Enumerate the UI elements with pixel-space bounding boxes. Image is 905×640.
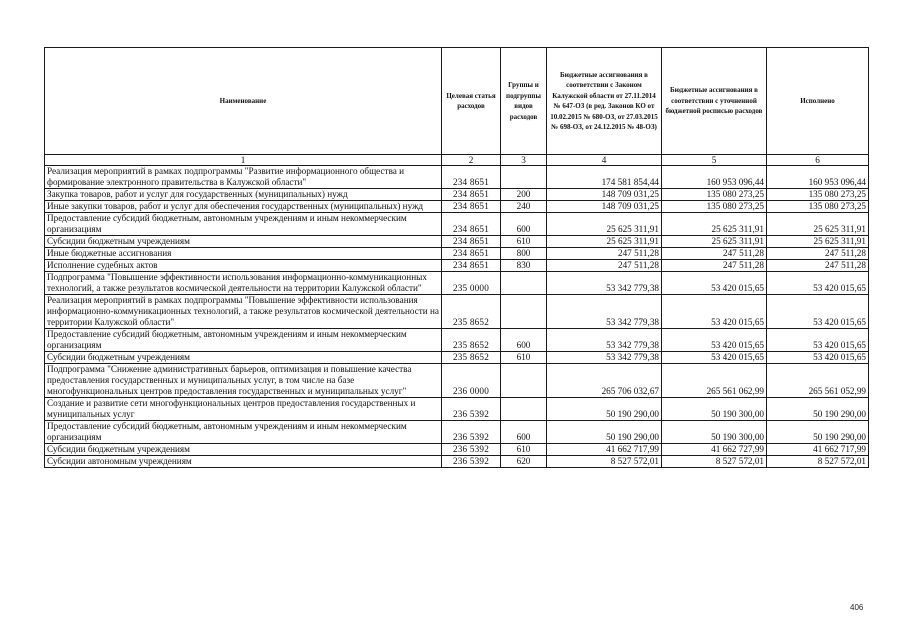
row-plan-amount: 247 511,28 bbox=[662, 248, 767, 260]
table-row bbox=[45, 398, 869, 421]
row-target-article: 234 8651 bbox=[442, 201, 501, 213]
column-number: 2 bbox=[442, 155, 501, 166]
row-plan-amount: 135 080 273,25 bbox=[662, 189, 767, 201]
row-plan-amount: 53 420 015,65 bbox=[662, 295, 767, 329]
table-row bbox=[45, 166, 869, 189]
row-law-amount: 53 342 779,38 bbox=[547, 295, 662, 329]
row-target-article: 236 5392 bbox=[442, 456, 501, 468]
header-law-allocations: Бюджетные ассигнования в соответствии с Законом Калужской области от 27.11.2014 № 647-ОЗ (в ред. Законов КО от 10.02.2015 № 680-ОЗ, от 27.03.2015 № 698-ОЗ, от 24.12.2015 № 48-ОЗ) bbox=[547, 48, 662, 155]
row-target-article: 234 8651 bbox=[442, 189, 501, 201]
row-expense-group: 240 bbox=[501, 201, 547, 213]
row-target-article: 235 8652 bbox=[442, 295, 501, 329]
row-plan-amount: 160 953 096,44 bbox=[662, 166, 767, 189]
row-plan-amount: 50 190 300,00 bbox=[662, 421, 767, 444]
row-executed-amount: 247 511,28 bbox=[767, 260, 869, 272]
row-expense-group: 620 bbox=[501, 456, 547, 468]
header-executed: Исполнено bbox=[767, 48, 869, 155]
row-name: Подпрограмма "Снижение административных барьеров, оптимизация и повышение качества предоставления государственных и муниципальных услуг, в том числе на базе многофункциональных центров предоставления государственных и муниципальных услуг" bbox=[45, 364, 442, 398]
column-number: 5 bbox=[662, 155, 767, 166]
row-name: Исполнение судебных актов bbox=[45, 260, 442, 272]
row-executed-amount: 135 080 273,25 bbox=[767, 201, 869, 213]
row-plan-amount: 135 080 273,25 bbox=[662, 201, 767, 213]
header-expense-groups: Группы и подгруппы видов расходов bbox=[501, 48, 547, 155]
row-expense-group: 610 bbox=[501, 352, 547, 364]
row-name: Создание и развитие сети многофункциональных центров предоставления государственных и муниципальных услуг bbox=[45, 398, 442, 421]
row-expense-group: 600 bbox=[501, 421, 547, 444]
row-name: Предоставление субсидий бюджетным, автономным учреждениям и иным некоммерческим организациям bbox=[45, 421, 442, 444]
row-law-amount: 53 342 779,38 bbox=[547, 352, 662, 364]
row-plan-amount: 25 625 311,91 bbox=[662, 236, 767, 248]
row-executed-amount: 50 190 290,00 bbox=[767, 398, 869, 421]
row-law-amount: 41 662 717,99 bbox=[547, 444, 662, 456]
table-row bbox=[45, 236, 869, 248]
row-target-article: 234 8651 bbox=[442, 260, 501, 272]
row-name: Реализация мероприятий в рамках подпрограммы "Развитие информационного общества и формирование электронного правительства в Калужской области" bbox=[45, 166, 442, 189]
row-expense-group: 200 bbox=[501, 189, 547, 201]
table-row bbox=[45, 364, 869, 398]
row-name: Предоставление субсидий бюджетным, автономным учреждениям и иным некоммерческим организациям bbox=[45, 213, 442, 236]
column-number: 3 bbox=[501, 155, 547, 166]
table-row bbox=[45, 329, 869, 352]
row-plan-amount: 53 420 015,65 bbox=[662, 352, 767, 364]
row-expense-group: 600 bbox=[501, 213, 547, 236]
row-law-amount: 50 190 290,00 bbox=[547, 398, 662, 421]
column-number: 4 bbox=[547, 155, 662, 166]
table-row bbox=[45, 456, 869, 468]
row-executed-amount: 265 561 052,99 bbox=[767, 364, 869, 398]
header-plan-allocations: Бюджетные ассигнования в соответствии с уточненной бюджетной росписью расходов bbox=[662, 48, 767, 155]
page-number: 406 bbox=[850, 603, 864, 612]
row-target-article: 234 8651 bbox=[442, 248, 501, 260]
row-name: Субсидии автономным учреждениям bbox=[45, 456, 442, 468]
row-expense-group bbox=[501, 364, 547, 398]
row-law-amount: 148 709 031,25 bbox=[547, 189, 662, 201]
budget-table bbox=[44, 47, 869, 468]
row-name: Субсидии бюджетным учреждениям bbox=[45, 236, 442, 248]
row-law-amount: 25 625 311,91 bbox=[547, 213, 662, 236]
table-row bbox=[45, 444, 869, 456]
row-name: Субсидии бюджетным учреждениям bbox=[45, 444, 442, 456]
row-expense-group: 610 bbox=[501, 444, 547, 456]
table-row bbox=[45, 201, 869, 213]
row-law-amount: 148 709 031,25 bbox=[547, 201, 662, 213]
row-target-article: 236 0000 bbox=[442, 364, 501, 398]
row-name: Иные бюджетные ассигнования bbox=[45, 248, 442, 260]
row-expense-group bbox=[501, 398, 547, 421]
row-plan-amount: 53 420 015,65 bbox=[662, 329, 767, 352]
row-law-amount: 247 511,28 bbox=[547, 248, 662, 260]
table-row bbox=[45, 260, 869, 272]
table-row bbox=[45, 295, 869, 329]
row-expense-group bbox=[501, 295, 547, 329]
row-plan-amount: 50 190 300,00 bbox=[662, 398, 767, 421]
row-plan-amount: 8 527 572,01 bbox=[662, 456, 767, 468]
row-law-amount: 53 342 779,38 bbox=[547, 272, 662, 295]
row-plan-amount: 53 420 015,65 bbox=[662, 272, 767, 295]
row-plan-amount: 25 625 311,91 bbox=[662, 213, 767, 236]
row-target-article: 235 8652 bbox=[442, 329, 501, 352]
row-name: Реализация мероприятий в рамках подпрограммы "Повышение эффективности использования информационно-коммуникационных технологий, а также результатов космической деятельности на территории Калужской области" bbox=[45, 295, 442, 329]
row-executed-amount: 25 625 311,91 bbox=[767, 213, 869, 236]
row-executed-amount: 25 625 311,91 bbox=[767, 236, 869, 248]
row-name: Иные закупки товаров, работ и услуг для обеспечения государственных (муниципальных) нужд bbox=[45, 201, 442, 213]
header-target-article: Целевая статья расходов bbox=[442, 48, 501, 155]
row-plan-amount: 41 662 727,99 bbox=[662, 444, 767, 456]
row-plan-amount: 265 561 062,99 bbox=[662, 364, 767, 398]
row-executed-amount: 53 420 015,65 bbox=[767, 295, 869, 329]
row-target-article: 236 5392 bbox=[442, 444, 501, 456]
column-number: 6 bbox=[767, 155, 869, 166]
row-target-article: 236 5392 bbox=[442, 398, 501, 421]
row-law-amount: 50 190 290,00 bbox=[547, 421, 662, 444]
table-row bbox=[45, 213, 869, 236]
column-numbers-row bbox=[45, 155, 869, 166]
row-executed-amount: 53 420 015,65 bbox=[767, 329, 869, 352]
table-header-row bbox=[45, 48, 869, 155]
row-name: Субсидии бюджетным учреждениям bbox=[45, 352, 442, 364]
row-expense-group: 610 bbox=[501, 236, 547, 248]
header-name: Наименование bbox=[45, 48, 442, 155]
row-executed-amount: 135 080 273,25 bbox=[767, 189, 869, 201]
row-law-amount: 174 581 854,44 bbox=[547, 166, 662, 189]
row-target-article: 236 5392 bbox=[442, 421, 501, 444]
row-target-article: 234 8651 bbox=[442, 236, 501, 248]
row-executed-amount: 53 420 015,65 bbox=[767, 352, 869, 364]
row-expense-group: 600 bbox=[501, 329, 547, 352]
row-executed-amount: 50 190 290,00 bbox=[767, 421, 869, 444]
row-plan-amount: 247 511,28 bbox=[662, 260, 767, 272]
row-law-amount: 8 527 572,01 bbox=[547, 456, 662, 468]
row-target-article: 235 8652 bbox=[442, 352, 501, 364]
row-name: Предоставление субсидий бюджетным, автономным учреждениям и иным некоммерческим организациям bbox=[45, 329, 442, 352]
row-target-article: 235 0000 bbox=[442, 272, 501, 295]
table-row bbox=[45, 352, 869, 364]
row-law-amount: 53 342 779,38 bbox=[547, 329, 662, 352]
row-target-article: 234 8651 bbox=[442, 166, 501, 189]
row-law-amount: 265 706 032,67 bbox=[547, 364, 662, 398]
table-row bbox=[45, 272, 869, 295]
row-name: Закупка товаров, работ и услуг для государственных (муниципальных) нужд bbox=[45, 189, 442, 201]
row-law-amount: 25 625 311,91 bbox=[547, 236, 662, 248]
column-number: 1 bbox=[45, 155, 442, 166]
table-row bbox=[45, 421, 869, 444]
row-executed-amount: 247 511,28 bbox=[767, 248, 869, 260]
row-name: Подпрограмма "Повышение эффективности использования информационно-коммуникационных технологий, а также результатов космической деятельности на территории Калужской области" bbox=[45, 272, 442, 295]
row-executed-amount: 8 527 572,01 bbox=[767, 456, 869, 468]
row-executed-amount: 160 953 096,44 bbox=[767, 166, 869, 189]
row-expense-group bbox=[501, 272, 547, 295]
row-expense-group: 830 bbox=[501, 260, 547, 272]
table-row bbox=[45, 189, 869, 201]
row-target-article: 234 8651 bbox=[442, 213, 501, 236]
row-executed-amount: 53 420 015,65 bbox=[767, 272, 869, 295]
row-executed-amount: 41 662 717,99 bbox=[767, 444, 869, 456]
table-row bbox=[45, 248, 869, 260]
row-law-amount: 247 511,28 bbox=[547, 260, 662, 272]
row-expense-group: 800 bbox=[501, 248, 547, 260]
row-expense-group bbox=[501, 166, 547, 189]
